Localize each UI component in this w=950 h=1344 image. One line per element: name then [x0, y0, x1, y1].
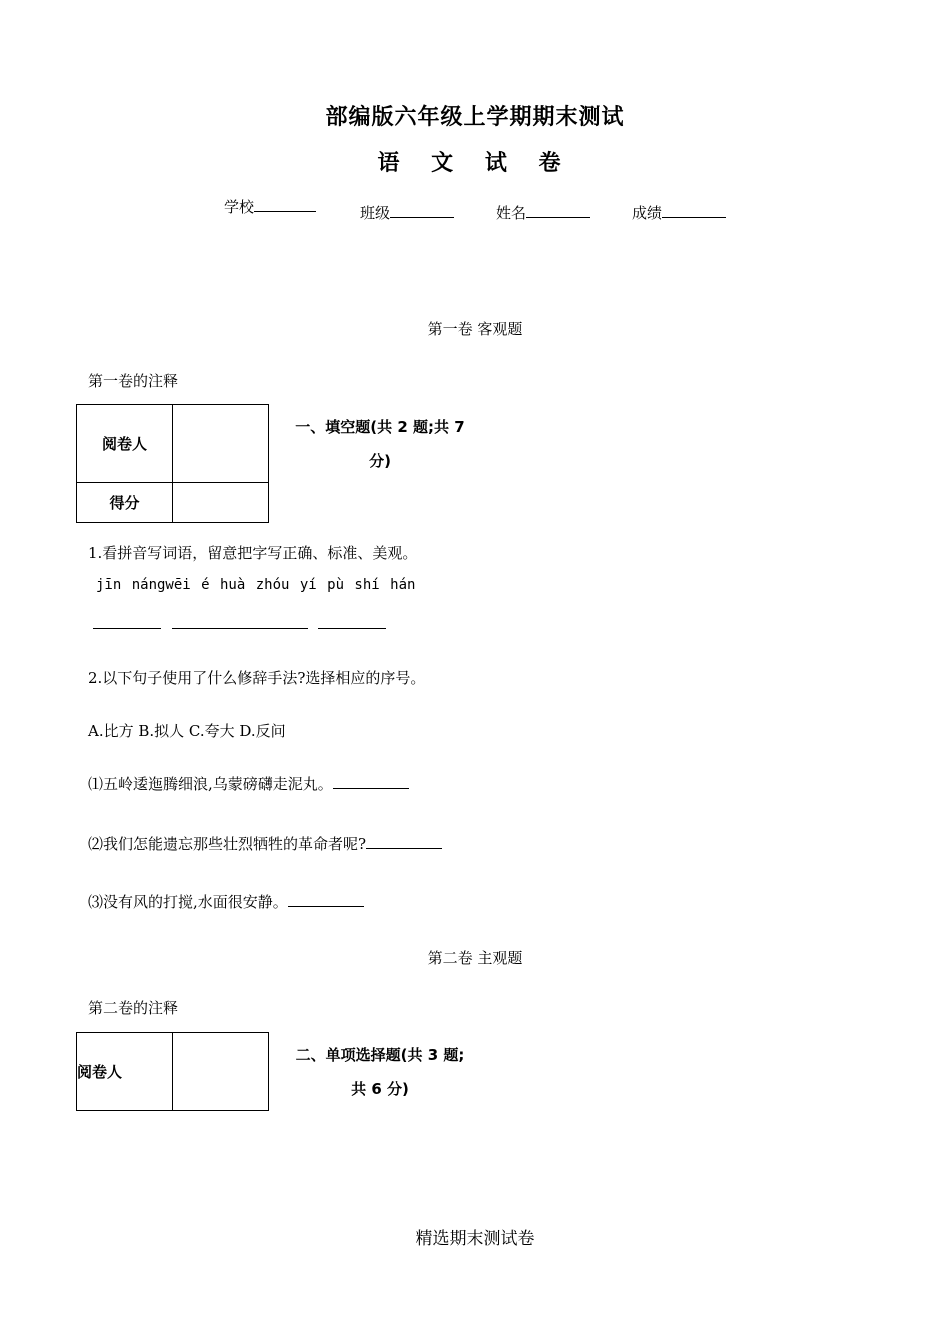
q2-item-3-blank[interactable] [288, 906, 364, 907]
school-label: 学校 [224, 198, 255, 216]
q2-item-1-blank[interactable] [333, 788, 409, 789]
part2-note: 第二卷的注释 [88, 999, 179, 1017]
reviewer-cell[interactable] [173, 405, 269, 483]
part1-note: 第一卷的注释 [88, 372, 179, 390]
page-footer: 精选期末测试卷 [415, 1229, 535, 1249]
answer-blank-1[interactable] [93, 627, 161, 629]
exam-subtitle: 语 文 试 卷 [377, 151, 573, 176]
name-field [496, 202, 590, 223]
section2-title-line2: 共 6 分) [351, 1080, 409, 1098]
q2-item-2-text: ⑵我们怎能遗忘那些壮烈牺牲的革命者呢? [88, 835, 367, 853]
part1-heading: 第一卷 客观题 [427, 320, 523, 338]
q2-options: A.比方 B.拟人 C.夸大 D.反问 [88, 722, 286, 740]
name-blank [526, 217, 590, 218]
answer-blank-4[interactable] [318, 627, 386, 629]
q1-stem: 1.看拼音写词语，留意把字写正确、标准、美观。 [88, 544, 418, 562]
score-label: 得分 [77, 483, 173, 523]
class-blank [390, 217, 454, 218]
school-blank [254, 211, 316, 212]
reviewer-label-2: 阅卷人 [77, 1033, 173, 1111]
part2-score-table [76, 1032, 269, 1111]
q2-item-1-text: ⑴五岭逶迤腾细浪,乌蒙磅礴走泥丸。 [88, 775, 333, 793]
class-field [360, 202, 454, 223]
q2-item-3-text: ⑶没有风的打搅,水面很安静。 [88, 893, 288, 911]
exam-title: 部编版六年级上学期期末测试 [325, 105, 625, 130]
part2-heading: 第二卷 主观题 [427, 949, 523, 967]
section1-title-line2: 分) [369, 452, 391, 470]
section2-title-line1: 二、单项选择题(共 3 题; [295, 1046, 465, 1064]
answer-blank-3[interactable] [240, 627, 308, 629]
q1-pinyin: jīn nángwēi é huà zhóu yí pù shí hán [96, 577, 416, 593]
school-field [224, 196, 316, 217]
answer-blank-2[interactable] [172, 627, 240, 629]
section1-title-line1: 一、填空题(共 2 题;共 7 [295, 418, 465, 436]
q2-item-1 [88, 773, 409, 794]
name-label: 姓名 [496, 204, 527, 222]
reviewer-label: 阅卷人 [77, 405, 173, 483]
part1-score-table [76, 404, 269, 523]
grade-field [632, 202, 726, 223]
grade-label: 成绩 [632, 204, 663, 222]
section2-title [280, 1038, 480, 1106]
q2-item-3 [88, 891, 364, 912]
score-cell[interactable] [173, 483, 269, 523]
q2-item-2 [88, 833, 442, 854]
class-label: 班级 [360, 204, 391, 222]
q2-item-2-blank[interactable] [366, 848, 442, 849]
section1-title [280, 410, 480, 478]
grade-blank [662, 217, 726, 218]
q2-stem: 2.以下句子使用了什么修辞手法?选择相应的序号。 [88, 669, 426, 687]
reviewer-cell-2[interactable] [173, 1033, 269, 1111]
